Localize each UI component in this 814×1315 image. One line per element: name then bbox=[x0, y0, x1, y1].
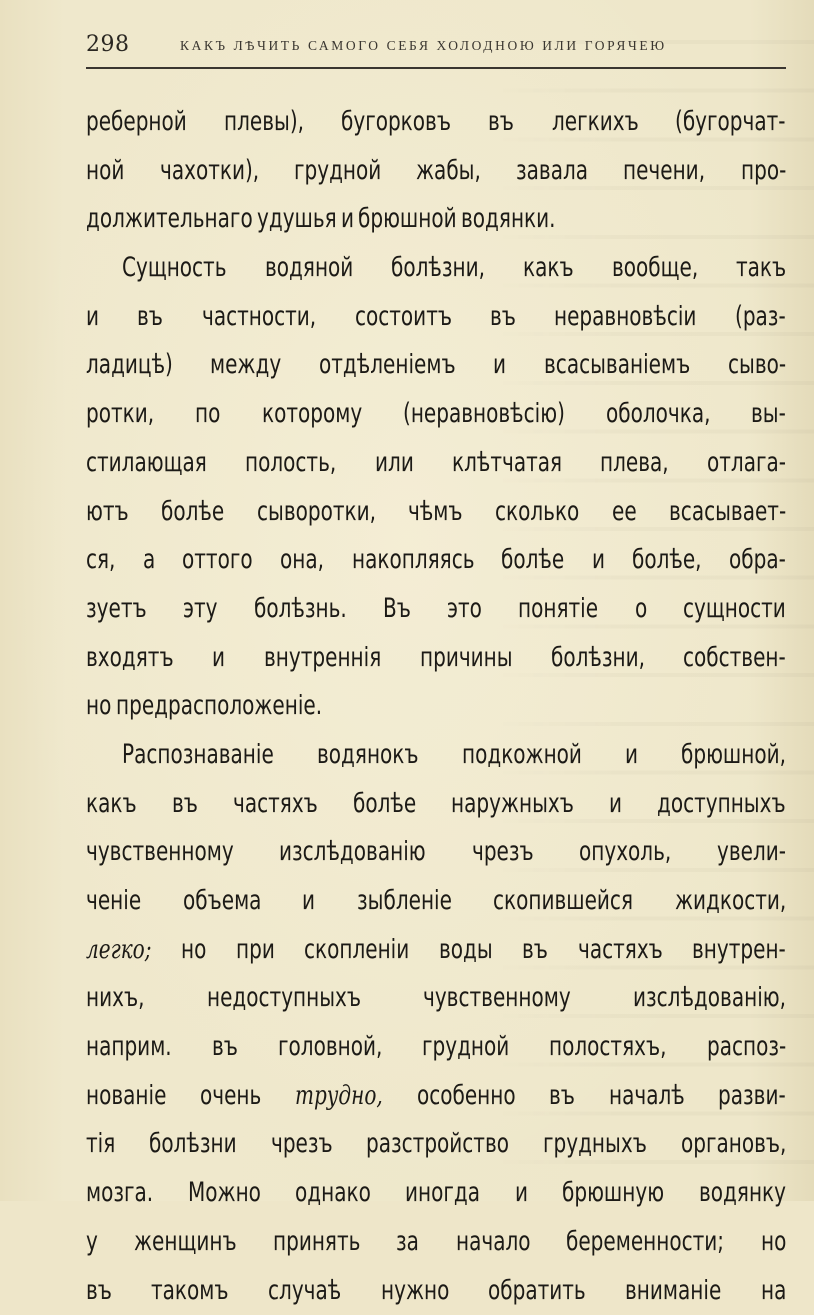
word: и bbox=[493, 341, 504, 390]
word: накопляясь bbox=[352, 536, 455, 585]
word: случаѣ bbox=[268, 1267, 330, 1315]
word: (неравновѣсію) bbox=[403, 390, 539, 439]
text-line bbox=[86, 877, 786, 926]
text-line bbox=[86, 439, 786, 488]
word: частяхъ bbox=[233, 780, 304, 829]
word: изслѣдованію bbox=[279, 828, 402, 877]
word: сущности bbox=[683, 585, 769, 634]
word: полостяхъ, bbox=[549, 1023, 648, 1072]
word: водянокъ bbox=[317, 731, 402, 780]
text-line bbox=[86, 1023, 786, 1072]
word: зуетъ bbox=[86, 585, 137, 634]
text-line bbox=[86, 488, 786, 537]
word: Можно bbox=[188, 1169, 249, 1218]
word: распоз- bbox=[707, 1023, 774, 1072]
running-head: КАКЪ ЛѢЧИТЬ САМОГО СЕБЯ ХОЛОДНОЮ ИЛИ ГОРЯЧЕЮ bbox=[180, 38, 667, 54]
word: клѣтчатая bbox=[452, 439, 544, 488]
word: жидкости, bbox=[675, 877, 768, 926]
word: оттого bbox=[182, 536, 241, 585]
word: воды bbox=[439, 926, 484, 975]
word: жабы, bbox=[416, 147, 470, 196]
word: однако bbox=[295, 1169, 359, 1218]
word: состоитъ bbox=[355, 293, 436, 342]
word: начало bbox=[456, 1218, 519, 1267]
word: недоступныхъ bbox=[207, 974, 336, 1023]
page-header bbox=[86, 32, 786, 62]
word: легкихъ bbox=[552, 98, 625, 147]
word: которому bbox=[262, 390, 346, 439]
word: должительнаго bbox=[86, 195, 231, 244]
word: чѣмъ bbox=[408, 488, 454, 537]
word: скопленіи bbox=[304, 926, 392, 975]
word: болѣе bbox=[501, 536, 554, 585]
text-line bbox=[86, 926, 786, 975]
word: чахотки), bbox=[160, 147, 243, 196]
word: и bbox=[515, 1169, 526, 1218]
word: болѣзни, bbox=[551, 634, 630, 683]
word: органовъ, bbox=[681, 1120, 770, 1169]
word: печени, bbox=[623, 147, 692, 196]
word: болѣзнь. bbox=[254, 585, 332, 634]
word: частяхъ bbox=[578, 926, 649, 975]
word: за bbox=[396, 1218, 415, 1267]
word: вообще, bbox=[612, 244, 684, 293]
word: входятъ bbox=[86, 634, 160, 683]
word: ее bbox=[612, 488, 633, 537]
word: грудной bbox=[422, 1023, 495, 1072]
word: про- bbox=[741, 147, 779, 196]
word: какъ bbox=[86, 780, 129, 829]
word: легко; bbox=[86, 926, 141, 975]
word: ладицѣ) bbox=[86, 341, 159, 390]
word: внутрен- bbox=[692, 926, 771, 975]
text-line bbox=[86, 390, 786, 439]
word: чувственному bbox=[86, 828, 210, 877]
word: головной, bbox=[278, 1023, 366, 1072]
word: и bbox=[212, 634, 223, 683]
word: нихъ, bbox=[86, 974, 135, 1023]
text-line bbox=[86, 1218, 786, 1267]
text-line bbox=[86, 974, 786, 1023]
word: собствен- bbox=[683, 634, 769, 683]
word: но bbox=[181, 926, 202, 975]
word: въ bbox=[522, 926, 544, 975]
word: трудно, bbox=[295, 1072, 369, 1121]
word: ченіе bbox=[86, 877, 132, 926]
word: сколько bbox=[495, 488, 566, 537]
word: болѣе, bbox=[632, 536, 690, 585]
word: и bbox=[625, 731, 636, 780]
word: оболочка, bbox=[606, 390, 694, 439]
word: разви- bbox=[718, 1072, 775, 1121]
word: брюшной bbox=[358, 195, 446, 244]
word: водяной bbox=[265, 244, 339, 293]
header-rule bbox=[86, 67, 786, 69]
word: Сущность bbox=[122, 244, 210, 293]
word: болѣзни bbox=[149, 1120, 223, 1169]
word: вниманіе bbox=[625, 1267, 706, 1315]
word: отдѣленіемъ bbox=[319, 341, 434, 390]
word: (раз- bbox=[735, 293, 778, 342]
word: и bbox=[341, 195, 357, 244]
word: беременности; bbox=[566, 1218, 699, 1267]
text-line bbox=[86, 195, 786, 244]
word: о bbox=[635, 585, 645, 634]
word: началѣ bbox=[609, 1072, 673, 1121]
word: въ bbox=[137, 293, 159, 342]
word: и bbox=[609, 780, 620, 829]
word: подкожной bbox=[462, 731, 563, 780]
word: такомъ bbox=[151, 1267, 216, 1315]
word: но bbox=[86, 682, 113, 731]
word: чрезъ bbox=[472, 828, 524, 877]
text-line bbox=[86, 1072, 786, 1121]
word: принять bbox=[273, 1218, 346, 1267]
word: скопившейся bbox=[493, 877, 611, 926]
word: предрасположеніе. bbox=[116, 682, 289, 731]
word: плевы), bbox=[224, 98, 291, 147]
word: брюшную bbox=[562, 1169, 648, 1218]
word: наружныхъ bbox=[451, 780, 554, 829]
word: чрезъ bbox=[271, 1120, 323, 1169]
word: всасывает- bbox=[669, 488, 767, 537]
word: опухоль, bbox=[579, 828, 657, 877]
word: она, bbox=[280, 536, 317, 585]
word: по bbox=[195, 390, 216, 439]
word: понятіе bbox=[518, 585, 585, 634]
word: завала bbox=[516, 147, 577, 196]
word: (бугорчат- bbox=[675, 98, 768, 147]
word: бугорковъ bbox=[341, 98, 433, 147]
word: или bbox=[375, 439, 408, 488]
word: наприм. bbox=[86, 1023, 158, 1072]
word: особенно bbox=[417, 1072, 500, 1121]
text-line bbox=[86, 1267, 786, 1315]
word: объема bbox=[183, 877, 249, 926]
text-line bbox=[86, 828, 786, 877]
word: удушья bbox=[257, 195, 329, 244]
word: болѣзни, bbox=[391, 244, 470, 293]
word: увели- bbox=[717, 828, 775, 877]
word: реберной bbox=[86, 98, 171, 147]
word: водянки. bbox=[461, 195, 540, 244]
word: причины bbox=[420, 634, 498, 683]
word: брюшной, bbox=[681, 731, 769, 780]
word: въ bbox=[212, 1023, 234, 1072]
text-line bbox=[86, 1169, 786, 1218]
word: всасываніемъ bbox=[544, 341, 667, 390]
text-line bbox=[86, 634, 786, 683]
word: плева, bbox=[600, 439, 658, 488]
word: ся, bbox=[86, 536, 111, 585]
word: ютъ bbox=[86, 488, 122, 537]
word: это bbox=[447, 585, 476, 634]
word: въ bbox=[172, 780, 194, 829]
word: вы- bbox=[751, 390, 780, 439]
word: стилающая bbox=[86, 439, 187, 488]
word: но bbox=[761, 1218, 782, 1267]
word: полость, bbox=[245, 439, 322, 488]
text-line bbox=[86, 341, 786, 390]
word: сыворотки, bbox=[257, 488, 357, 537]
word: Въ bbox=[383, 585, 406, 634]
word: между bbox=[210, 341, 270, 390]
word: мозга. bbox=[86, 1169, 142, 1218]
word: и bbox=[592, 536, 603, 585]
word: нужно bbox=[381, 1267, 438, 1315]
word: женщинъ bbox=[134, 1218, 220, 1267]
body-text bbox=[86, 98, 786, 1315]
text-line bbox=[86, 147, 786, 196]
text-line bbox=[86, 98, 786, 147]
text-line bbox=[86, 780, 786, 829]
text-line bbox=[86, 682, 786, 731]
word: внутреннія bbox=[264, 634, 362, 683]
word: какъ bbox=[523, 244, 566, 293]
word: зыбленіе bbox=[357, 877, 437, 926]
word: и bbox=[302, 877, 313, 926]
text-line bbox=[86, 244, 786, 293]
word: грудныхъ bbox=[543, 1120, 630, 1169]
word: обратить bbox=[488, 1267, 570, 1315]
text-line bbox=[86, 293, 786, 342]
word: отлага- bbox=[707, 439, 773, 488]
word: разстройство bbox=[366, 1120, 486, 1169]
word: Распознаваніе bbox=[122, 731, 249, 780]
word: ротки, bbox=[86, 390, 143, 439]
word: болѣе bbox=[161, 488, 214, 537]
word: иногда bbox=[405, 1169, 468, 1218]
word: при bbox=[236, 926, 269, 975]
word: изслѣдованію, bbox=[633, 974, 762, 1023]
page-number: 298 bbox=[86, 32, 130, 57]
word: очень bbox=[200, 1072, 252, 1121]
word: и bbox=[86, 293, 97, 342]
word: въ bbox=[549, 1072, 571, 1121]
word: обра- bbox=[729, 536, 777, 585]
word: грудной bbox=[294, 147, 367, 196]
word: эту bbox=[183, 585, 212, 634]
word: нованіе bbox=[86, 1072, 154, 1121]
word: тія bbox=[86, 1120, 111, 1169]
word: въ bbox=[86, 1267, 108, 1315]
word: частности, bbox=[202, 293, 298, 342]
word: на bbox=[761, 1267, 782, 1315]
text-line bbox=[86, 731, 786, 780]
word: доступныхъ bbox=[657, 780, 765, 829]
text-line bbox=[86, 585, 786, 634]
word: а bbox=[143, 536, 153, 585]
text-line bbox=[86, 1120, 786, 1169]
word: въ bbox=[490, 293, 512, 342]
word: ной bbox=[86, 147, 118, 196]
word: сыво- bbox=[728, 341, 777, 390]
word: такъ bbox=[736, 244, 778, 293]
word: чувственному bbox=[423, 974, 547, 1023]
word: болѣе bbox=[353, 780, 406, 829]
text-line bbox=[86, 536, 786, 585]
word: неравновѣсіи bbox=[554, 293, 674, 342]
word: у bbox=[86, 1218, 96, 1267]
word: въ bbox=[488, 98, 510, 147]
word: водянку bbox=[699, 1169, 772, 1218]
